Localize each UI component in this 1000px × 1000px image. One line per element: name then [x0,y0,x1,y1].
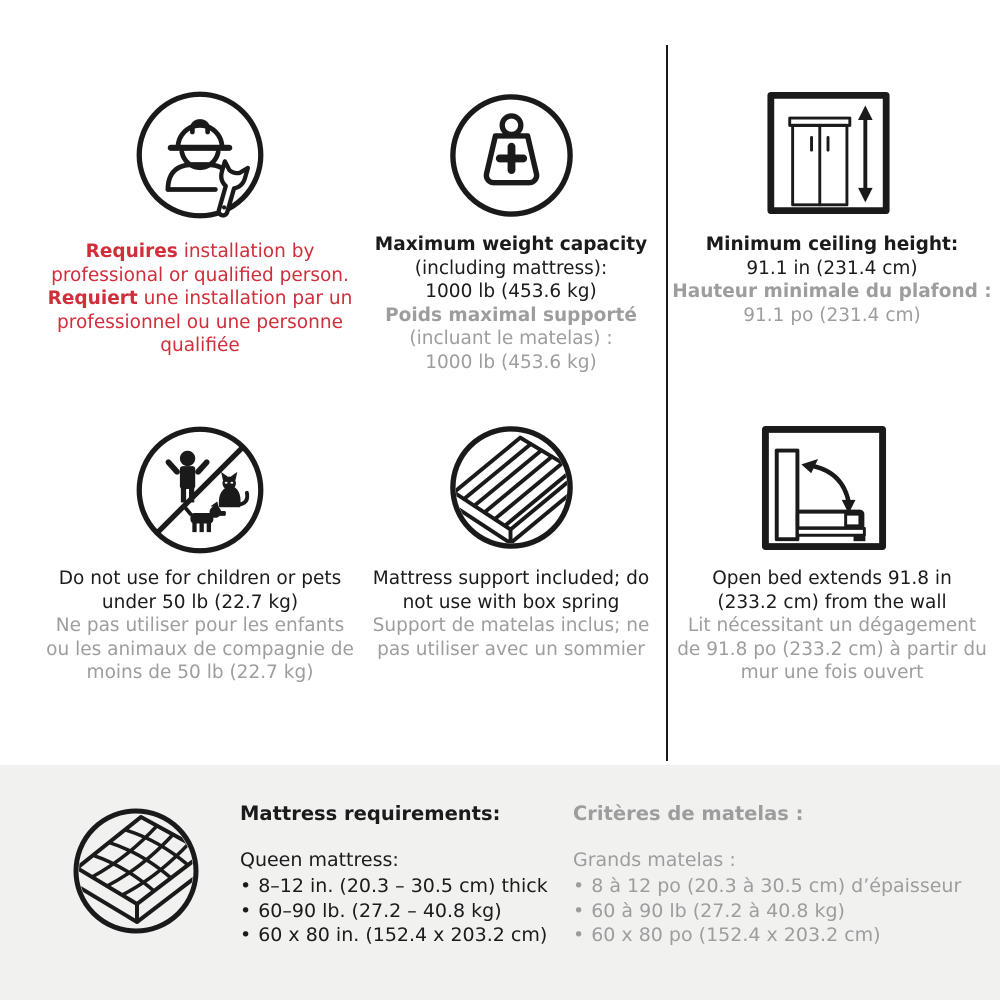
weight-plus-icon [448,92,575,219]
ceiling-text [672,233,992,327]
bullet-dot: • [240,875,252,897]
bullet-item: • 8–12 in. (20.3 – 30.5 cm) thick [240,875,548,897]
bullet-item: • 60–90 lb. (27.2 – 40.8 kg) [240,899,502,922]
bullet-item: • 8 à 12 po (20.3 à 30.5 cm) d’épaisseur [573,875,962,897]
worker-with-wrench-icon [133,88,267,222]
open-bed [797,512,865,542]
bullet-dot: • [240,899,252,922]
bullet-dot: • [240,924,252,946]
text-line: de 91.8 po (233.2 cm) à partir du [677,638,987,660]
worker-with-wrench-icon-svg [133,88,267,222]
text-line: Do not use for children or pets [58,568,342,589]
weight-plus-icon-svg [448,92,575,219]
text-line: moins de 50 lb (22.7 kg) [86,662,314,683]
text-line: not use with box spring [402,591,620,613]
tufted-mattress-icon-svg [71,806,201,936]
text-line: Maximum weight capacity [374,234,648,255]
text-line: Lit nécessitant un dégagement [687,615,977,636]
cat-figure [219,472,247,507]
text-line: pas utiliser avec un sommier [377,638,645,660]
open-wall-bed-clearance-icon [760,424,888,552]
open-bed-text [668,567,996,685]
text-line: Minimum ceiling height: [705,234,959,255]
closed-cabinet [790,118,850,205]
mattress-support-icon-svg [448,424,575,551]
bullet-item: • 60 x 80 in. (152.4 x 203.2 cm) [240,924,548,946]
mattress-requirements-band [0,765,1000,1000]
no-children-or-pets-icon [133,423,267,557]
weight-text [361,233,661,374]
text-line: (incluant le matelas) : [409,328,613,349]
text-line: Ne pas utiliser pour les enfants [55,615,345,636]
ceiling-height-icon-svg [765,90,892,216]
mattress-requirements-french [573,802,983,948]
text-line: qualifiée [160,335,240,356]
text-line: mur une fois ouvert [740,662,924,683]
text-line: (including mattress): [414,257,608,279]
closed-wall-bed-height-arrow-icon [765,90,892,216]
text-line: Poids maximal supporté [385,304,637,326]
weight-ring [502,116,521,135]
bullet-dot: • [573,924,585,946]
text-line: Mattress support included; do [372,568,650,589]
swing-arrow [801,459,855,514]
bullet-dot: • [573,899,585,922]
tufted-mattress-icon [71,806,201,936]
child-figure [168,451,206,503]
text-line: 91.1 po (231.4 cm) [743,304,921,326]
text-line: Support de matelas inclus; ne [372,615,650,636]
band-subtitle-fr: Grands matelas : [573,849,736,871]
hard-hat [171,122,229,148]
text-line: professionnel ou une personne [57,311,343,333]
text-line: Open bed extends 91.8 in [712,568,952,589]
bullet-dot: • [573,875,585,897]
text-line: 91.1 in (231.4 cm) [746,257,918,279]
text-line: Hauteur minimale du plafond : [672,281,992,302]
text-line: (233.2 cm) from the wall [717,591,947,613]
text-line: 1000 lb (453.6 kg) [425,281,597,302]
mattress-requirements-english [240,802,570,948]
slatted-mattress-support-icon [448,424,575,551]
no-children-pets-icon-svg [133,423,267,557]
text-line: Requiert une installation par un [47,288,353,309]
band-title-fr: Critères de matelas : [573,802,804,825]
text-line: ou les animaux de compagnie de [46,638,354,660]
cabinet-panel [777,451,798,540]
support-text [358,567,664,661]
double-arrow [858,106,873,203]
children-pets-text [25,567,375,685]
installation-text [25,240,375,358]
text-line: 1000 lb (453.6 kg) [425,351,597,373]
band-subtitle-en: Queen mattress: [240,849,399,871]
text-line: professional or qualified person. [51,264,349,286]
text-line: Requires installation by [85,241,315,262]
open-bed-icon-svg [760,424,888,552]
bullet-item: • 60 x 80 po (152.4 x 203.2 cm) [573,924,881,946]
band-title-en: Mattress requirements: [240,802,501,825]
text-line: under 50 lb (22.7 kg) [101,591,299,613]
bullet-item: • 60 à 90 lb (27.2 à 40.8 kg) [573,899,845,922]
